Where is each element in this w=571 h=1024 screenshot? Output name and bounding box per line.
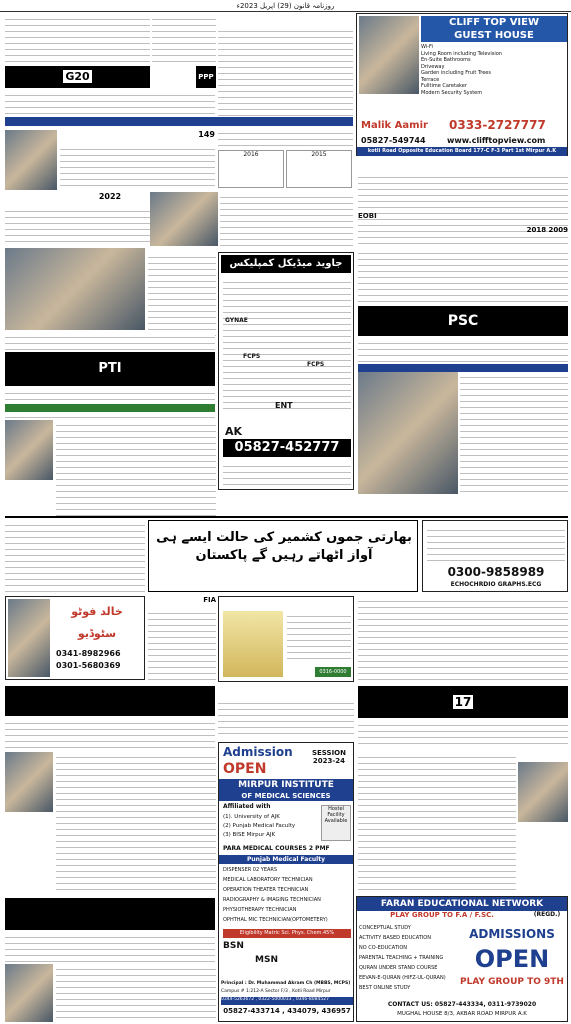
story-right-f xyxy=(358,752,516,892)
person-photo-5 xyxy=(518,762,568,822)
headline-top-center xyxy=(218,14,353,24)
faran-range: PLAY GROUP TO 9TH xyxy=(460,977,564,987)
story-left-e xyxy=(56,420,216,516)
story-g20-body xyxy=(5,90,215,120)
headline-149 xyxy=(60,130,215,142)
main-banner-text: بھارتی جموں کشمیر کی حالت ایسے ہی آواز اٹھاتے رہیں گے پاکستان xyxy=(156,530,412,563)
hostel-label: Hostel Facility Available xyxy=(321,805,351,841)
main-banner xyxy=(148,520,418,592)
msn-label: MSN xyxy=(255,955,278,965)
photo-studio-ad xyxy=(5,596,145,680)
faran-item: ACTIVITY BASED EDUCATION xyxy=(359,935,431,941)
year-2018: 2018 xyxy=(526,226,547,234)
person-photo-1 xyxy=(5,130,57,190)
principal: Principal : Dr. Muhammad Akram Ch (MBBS, MCPS) xyxy=(221,981,351,986)
story-left-j xyxy=(56,964,216,1022)
headline-g20 xyxy=(5,66,150,88)
eligibility: Eligibility Matric Sci. Phys. Chem.45% xyxy=(223,929,351,938)
admission-title: Admission xyxy=(223,745,293,759)
group-photo xyxy=(5,248,145,330)
story-right-e xyxy=(358,720,568,748)
medical-complex-ad xyxy=(218,252,354,490)
feature: Garden including Fruit Trees xyxy=(421,70,491,76)
story-right-b xyxy=(358,248,568,306)
faran-open: OPEN xyxy=(474,945,550,973)
person-photo-2 xyxy=(5,420,53,480)
fcps-label-2: FCPS xyxy=(307,361,325,368)
ent-label: ENT xyxy=(275,401,293,410)
headline-left-lower xyxy=(5,898,215,930)
year-2009: 2009 xyxy=(548,226,568,234)
story-left-g xyxy=(5,718,215,748)
studio-title: خالد فوٹو سٹوڈیو xyxy=(71,605,123,640)
session-label: SESSION 2023-24 xyxy=(311,749,346,765)
story-top-center-a xyxy=(152,14,216,64)
headline-pti xyxy=(5,352,215,386)
green-ticker xyxy=(5,404,215,412)
courses-title: PARA MEDICAL COURSES 2 PMF xyxy=(223,845,330,852)
faran-address: MUGHAL HOUSE 8/3, AKBAR ROAD MIRPUR A.K xyxy=(397,1011,527,1017)
campus-address: Campus # 1:212-A Sector F/3 , Kotli Road Mirpur xyxy=(221,989,331,994)
housing-ad xyxy=(218,596,354,682)
story-left-c xyxy=(148,252,216,338)
studio-person-photo xyxy=(8,599,50,677)
story-top-center-b xyxy=(218,26,353,120)
medical-footer xyxy=(223,461,351,487)
story-pti-body xyxy=(5,388,215,418)
gynae-label: GYNAE xyxy=(225,317,248,324)
courses-list xyxy=(223,865,351,927)
story-center-b xyxy=(220,192,353,246)
story-right-c xyxy=(460,372,568,494)
institute-name-2: OF MEDICAL SCIENCES xyxy=(219,791,353,801)
headline-fia xyxy=(148,596,216,606)
feature: Fulltime Caretaker xyxy=(421,83,467,89)
course: MEDICAL LABORATORY TECHNICIAN xyxy=(223,877,313,883)
garden-photo xyxy=(150,192,218,246)
affiliated-label: Affiliated with xyxy=(223,803,271,810)
admission-ad xyxy=(218,742,354,1022)
echo-label: ECHOCHRDIO GRAPHS.ECG xyxy=(450,581,542,588)
feature: En-Suite Bathrooms xyxy=(421,57,471,63)
cliff-features-list xyxy=(421,44,567,116)
affiliation: (1). University of AJK xyxy=(223,814,280,820)
course: OPHTHAL MIC TECHNICIAN(OPTOMETERY) xyxy=(223,917,328,923)
story-left-d xyxy=(5,332,215,350)
story-center-stats xyxy=(218,128,353,148)
headline-bijli xyxy=(358,158,568,170)
clinic-info xyxy=(427,525,565,561)
medical-doctors xyxy=(223,277,351,409)
faran-item: EEVAN-E-QURAN (HIFZ-UL-QURAN) xyxy=(359,975,446,981)
cliff-top-view-ad xyxy=(356,13,568,156)
story-left-f xyxy=(5,520,145,592)
faran-sub: PLAY GROUP TO F.A / F.SC. xyxy=(390,911,494,919)
course: DISPENSER 02 YEARS xyxy=(223,867,278,873)
faran-item: CONCEPTUAL STUDY xyxy=(359,925,411,931)
story-149-body xyxy=(60,144,215,190)
echo-clinic-ad xyxy=(422,520,568,592)
feature: Driveway xyxy=(421,63,445,70)
story-center-r6 xyxy=(218,698,354,738)
stat-card xyxy=(286,150,352,188)
guest-house-title: GUEST HOUSE xyxy=(421,29,567,42)
pti-badge: PTI xyxy=(98,361,122,376)
person-photo-3 xyxy=(5,752,53,812)
story-fia-body xyxy=(148,608,216,682)
course: RADIOGRAPHY & IMAGING TECHNICIAN xyxy=(223,897,321,903)
admission-main-phone: 05827-433714 , 434079, 436957 xyxy=(223,1007,351,1015)
stat-value: 2016 xyxy=(243,151,259,158)
medical-title: جاوید میڈیکل کمپلیکس xyxy=(221,255,351,273)
fcps-label: FCPS xyxy=(243,353,261,360)
cliff-contact-name: Malik Aamir xyxy=(361,120,428,131)
faran-features xyxy=(359,923,457,997)
cliff-title: CLIFF TOP VIEW xyxy=(421,16,567,29)
g20-badge: G20 xyxy=(65,70,90,83)
stat-value: 2015 xyxy=(311,151,327,158)
affiliations-list xyxy=(223,813,319,843)
feature: Wi-Fi xyxy=(421,44,433,50)
person-photo-4 xyxy=(5,964,53,1022)
headline-center-r6 xyxy=(218,686,354,696)
course: OPERATION THEATER TECHNICIAN xyxy=(223,887,309,893)
psc-badge: PSC xyxy=(447,313,479,329)
admission-open: OPEN xyxy=(223,761,267,777)
cliff-phone-main: 0333-2727777 xyxy=(449,118,546,132)
faran-item: QURAN UNDER STAND COURSE xyxy=(359,965,438,971)
bsn-label: BSN xyxy=(223,941,244,951)
faran-contact: CONTACT US: 05827-443334, 0311-9739020 xyxy=(387,1001,537,1008)
blue-ticker xyxy=(358,364,568,372)
faran-item: BEST ONLINE STUDY xyxy=(359,985,411,991)
faran-item: PARENTAL TEACHING + TRAINING xyxy=(359,955,444,961)
cliff-web: www.clifftopview.com xyxy=(447,136,546,145)
feature: Terrace xyxy=(421,76,440,83)
section-separator xyxy=(5,516,568,518)
headline-2009 xyxy=(358,226,568,236)
housing-text xyxy=(287,611,351,661)
courses-sub: Punjab Medical Faculty xyxy=(219,855,353,864)
guest-house-photo xyxy=(359,16,419,94)
meeting-photo xyxy=(358,372,458,494)
echo-phone: 0300-9858989 xyxy=(447,565,545,579)
affiliation: (2) Punjab Medical Faculty xyxy=(223,823,296,829)
institute-name: MIRPUR INSTITUTE xyxy=(219,779,353,791)
stat-cards-row xyxy=(218,150,353,190)
faran-item: NO CO-EDUCATION xyxy=(359,945,408,951)
newspaper-dateline: روزنامہ قانون (29) اپریل 2023ء xyxy=(0,0,571,12)
cliff-address: kotli Road Opposite Education Board 177-C F-3 Part 1st Mirpur A.K xyxy=(357,147,567,156)
faran-ad xyxy=(356,896,568,1022)
faran-title: FARAN EDUCATIONAL NETWORK xyxy=(357,897,567,911)
course: PHYSIOTHERAPY TECHNICIAN xyxy=(223,907,297,913)
headline-azad-kashmir xyxy=(5,686,215,716)
feature: Living Room including Television xyxy=(421,50,502,57)
story-left-i xyxy=(5,932,215,962)
cliff-phone-2: 05827-549744 xyxy=(361,136,426,145)
num-17: 17 xyxy=(454,695,472,709)
story-right-d xyxy=(358,596,568,682)
story-top-left xyxy=(5,14,150,66)
medical-phone: 05827-452777 xyxy=(223,439,351,457)
studio-phone-2: 0301-5680369 xyxy=(56,661,121,670)
story-divider-bar xyxy=(5,117,353,126)
headline-psc xyxy=(358,306,568,336)
admission-phones: 0344-5263672 , 0322-5000033 , 0346-8084527 xyxy=(221,997,353,1005)
story-left-h xyxy=(56,752,216,892)
eobi-tag: EOBI xyxy=(358,212,377,220)
ppp-badge: PPP xyxy=(196,66,216,88)
house-illustration xyxy=(223,611,283,677)
feature: Modern Security System xyxy=(421,89,483,96)
housing-phone: 0316-0000 xyxy=(315,667,351,677)
faran-admissions: ADMISSIONS xyxy=(469,927,555,941)
fia-badge: FIA xyxy=(203,596,216,604)
ak-label: AK xyxy=(225,425,243,438)
studio-phone-1: 0341-8982966 xyxy=(56,649,121,658)
affiliation: (3) BISE Mirpur AJK xyxy=(223,832,276,838)
faran-regd: (REGD.) xyxy=(533,911,561,918)
headline-17 xyxy=(358,686,568,718)
year-2022: 2022 xyxy=(98,192,122,201)
stat-card xyxy=(218,150,284,188)
num-149: 149 xyxy=(198,130,215,139)
